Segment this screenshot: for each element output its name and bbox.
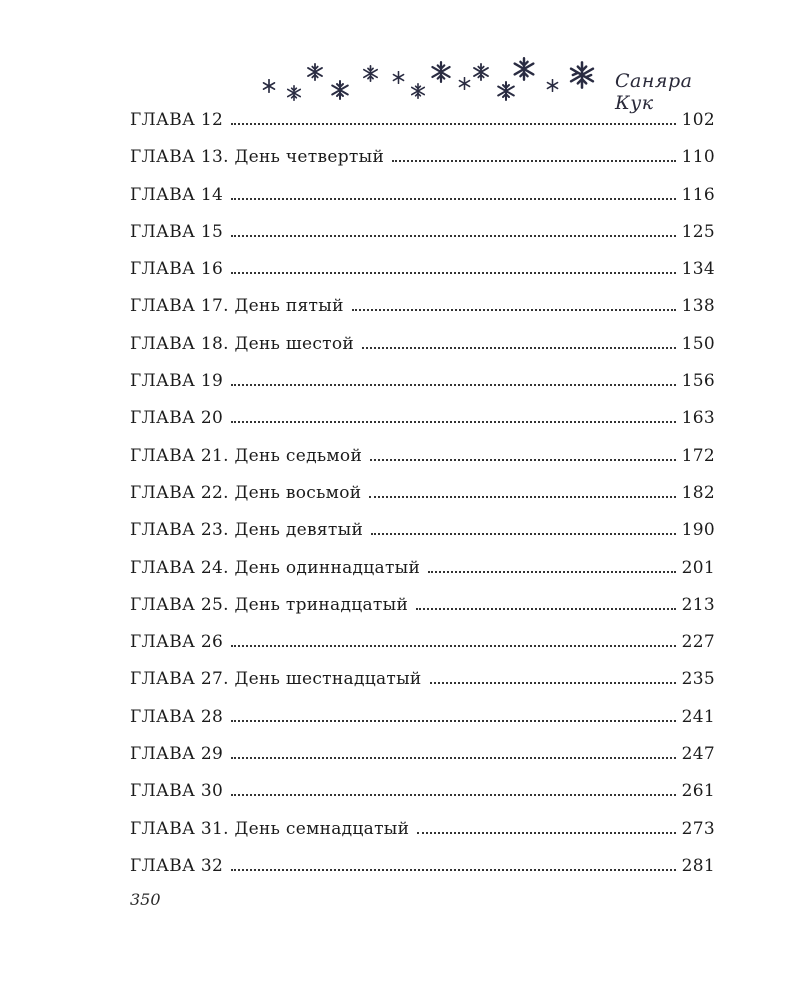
page-number: 350	[130, 890, 161, 909]
snowflake-icon	[458, 77, 471, 90]
toc-entry-page: 235	[681, 669, 715, 690]
toc-entry-page: 182	[681, 482, 715, 503]
toc-entry-page: 213	[681, 594, 715, 615]
dot-leader	[231, 234, 676, 237]
snowflake-icon	[330, 80, 350, 100]
toc-entry-page: 241	[681, 706, 715, 727]
author-name: Саняра Кук	[615, 70, 693, 114]
dot-leader	[231, 644, 676, 647]
toc-entry-page: 273	[681, 818, 715, 839]
snowflake-icon	[286, 85, 302, 101]
snowflake-icon	[410, 83, 426, 99]
dot-leader	[371, 532, 676, 535]
toc-entry-title: ГЛАВА 27. День шестнадцатый	[130, 669, 422, 690]
toc-entry	[130, 595, 715, 632]
toc-entry-title: ГЛАВА 18. День шестой	[130, 333, 355, 354]
snowflake-icon	[546, 79, 559, 92]
toc-entry-title: ГЛАВА 29	[130, 744, 224, 765]
toc-entry	[130, 296, 715, 333]
toc-entry	[130, 408, 715, 445]
toc-entry	[130, 483, 715, 520]
toc-entry	[130, 520, 715, 557]
toc-entry-page: 134	[681, 259, 715, 280]
toc-entry-title: ГЛАВА 20	[130, 408, 224, 429]
snowflake-icon	[430, 61, 452, 83]
toc-entry	[130, 371, 715, 408]
toc-entry	[130, 185, 715, 222]
dot-leader	[231, 271, 676, 274]
toc-entry	[130, 632, 715, 669]
toc-entry-page: 110	[681, 147, 715, 168]
toc-entry-title: ГЛАВА 19	[130, 371, 224, 392]
dot-leader	[231, 383, 676, 386]
dot-leader	[231, 756, 676, 759]
dot-leader	[231, 122, 676, 125]
toc-entry-page: 116	[681, 184, 715, 205]
toc-entry-title: ГЛАВА 25. День тринадцатый	[130, 594, 409, 615]
toc-entry	[130, 558, 715, 595]
dot-leader	[430, 681, 676, 684]
dot-leader	[231, 868, 676, 871]
dot-leader	[231, 719, 676, 722]
snowflake-icon	[306, 63, 324, 81]
dot-leader	[428, 570, 676, 573]
toc-entry-page: 138	[681, 296, 715, 317]
dot-leader	[231, 420, 676, 423]
toc-entry-page: 281	[681, 855, 715, 876]
toc-entry-page: 150	[681, 333, 715, 354]
toc-entry-title: ГЛАВА 21. День седьмой	[130, 445, 363, 466]
toc-entry	[130, 110, 715, 147]
toc-entry	[130, 856, 715, 893]
toc-entry-page: 102	[681, 110, 715, 130]
snowflake-icon	[496, 81, 516, 101]
toc-entry	[130, 744, 715, 781]
toc-entry	[130, 334, 715, 371]
toc-entry-title: ГЛАВА 12	[130, 110, 224, 130]
snowflake-icon	[512, 57, 536, 81]
table-of-contents	[130, 110, 715, 893]
snowflake-icon	[262, 79, 276, 93]
dot-leader	[417, 831, 675, 834]
toc-entry	[130, 259, 715, 296]
dot-leader	[231, 793, 676, 796]
toc-entry	[130, 446, 715, 483]
toc-entry	[130, 781, 715, 818]
toc-entry-page: 227	[681, 632, 715, 653]
toc-entry-page: 156	[681, 371, 715, 392]
snowflake-icon	[392, 71, 405, 84]
toc-entry-title: ГЛАВА 26	[130, 632, 224, 653]
toc-entry	[130, 819, 715, 856]
toc-entry-title: ГЛАВА 16	[130, 259, 224, 280]
toc-entry	[130, 707, 715, 744]
dot-leader	[369, 495, 675, 498]
toc-entry-title: ГЛАВА 32	[130, 855, 224, 876]
toc-entry-page: 125	[681, 221, 715, 242]
toc-entry	[130, 222, 715, 259]
toc-entry-title: ГЛАВА 15	[130, 221, 224, 242]
toc-entry-page: 261	[681, 781, 715, 802]
toc-entry-page: 163	[681, 408, 715, 429]
toc-entry-title: ГЛАВА 22. День восьмой	[130, 482, 362, 503]
toc-entry-title: ГЛАВА 14	[130, 184, 224, 205]
toc-entry-title: ГЛАВА 17. День пятый	[130, 296, 344, 317]
dot-leader	[362, 346, 676, 349]
toc-entry-title: ГЛАВА 24. День одиннадцатый	[130, 557, 421, 578]
toc-entry	[130, 147, 715, 184]
toc-entry-page: 201	[681, 557, 715, 578]
toc-entry-title: ГЛАВА 13. День четвертый	[130, 147, 385, 168]
snowflake-icon	[472, 63, 490, 81]
snowflake-icon	[568, 61, 596, 89]
dot-leader	[392, 159, 676, 162]
toc-entry-title: ГЛАВА 30	[130, 781, 224, 802]
toc-entry-title: ГЛАВА 31. День семнадцатый	[130, 818, 410, 839]
dot-leader	[352, 308, 676, 311]
dot-leader	[370, 458, 676, 461]
snowflake-icon	[362, 65, 379, 82]
toc-entry-page: 247	[681, 744, 715, 765]
running-header	[250, 55, 720, 114]
toc-entry-page: 190	[681, 520, 715, 541]
toc-entry-page: 172	[681, 445, 715, 466]
toc-entry-title: ГЛАВА 23. День девятый	[130, 520, 364, 541]
toc-entry-title: ГЛАВА 28	[130, 706, 224, 727]
toc-entry	[130, 669, 715, 706]
dot-leader	[231, 197, 676, 200]
dot-leader	[416, 607, 676, 610]
snowflake-ornament	[250, 55, 600, 105]
